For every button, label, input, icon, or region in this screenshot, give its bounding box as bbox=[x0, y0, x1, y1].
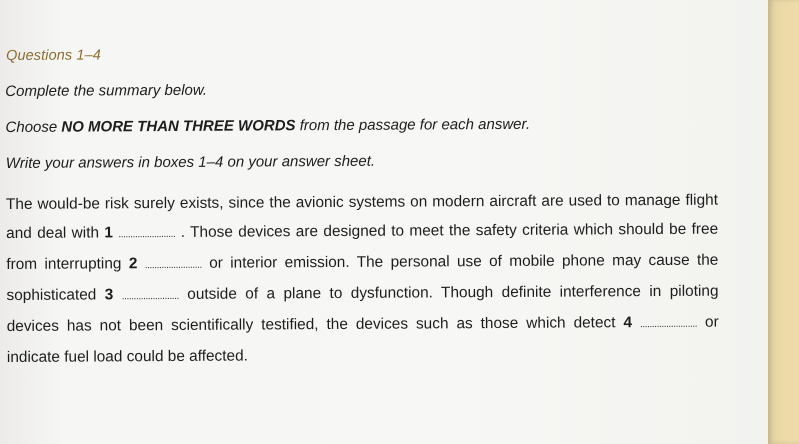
questions-heading: Questions 1–4 bbox=[5, 47, 101, 64]
instruction-from-passage: from the passage for each answer. bbox=[299, 115, 531, 135]
instruction-word-limit-bold: NO MORE THAN THREE WORDS bbox=[61, 117, 296, 136]
summary-text-2: . Those devices are designed to meet the safety criteria which should be free from interrupting bbox=[6, 220, 719, 273]
instruction-answer-sheet: Write your answers in boxes 1–4 on your answer sheet. bbox=[5, 152, 376, 172]
answer-blank-2[interactable]: ........................ bbox=[144, 259, 202, 272]
summary-paragraph bbox=[6, 186, 719, 372]
summary-text-5: or indicate fuel load could be affected. bbox=[6, 313, 719, 366]
gap-number-2: 2 bbox=[128, 255, 138, 273]
gap-number-4: 4 bbox=[623, 314, 633, 332]
summary-text-3: or interior emission. The personal use of mobile phone may cause the sophisticated bbox=[6, 251, 719, 304]
question-section bbox=[5, 44, 719, 372]
gap-number-3: 3 bbox=[104, 286, 114, 304]
answer-blank-3[interactable]: ........................ bbox=[121, 290, 179, 303]
page-edge bbox=[768, 0, 799, 444]
instruction-choose: Choose bbox=[5, 118, 58, 136]
instruction-complete: Complete the summary below. bbox=[5, 81, 208, 100]
summary-text-1: The would-be risk surely exists, since the avionic systems on modern aircraft are used to manage flight and deal with bbox=[5, 191, 718, 242]
summary-text-4: outside of a plane to dysfunction. Though definite interference in piloting devices has not been scientifically testified, the devices such as those which detect bbox=[6, 282, 719, 335]
answer-blank-1[interactable]: ........................ bbox=[118, 228, 176, 241]
answer-blank-4[interactable]: ........................ bbox=[639, 318, 698, 331]
gap-number-1: 1 bbox=[104, 224, 113, 242]
instruction-word-limit bbox=[5, 114, 717, 138]
